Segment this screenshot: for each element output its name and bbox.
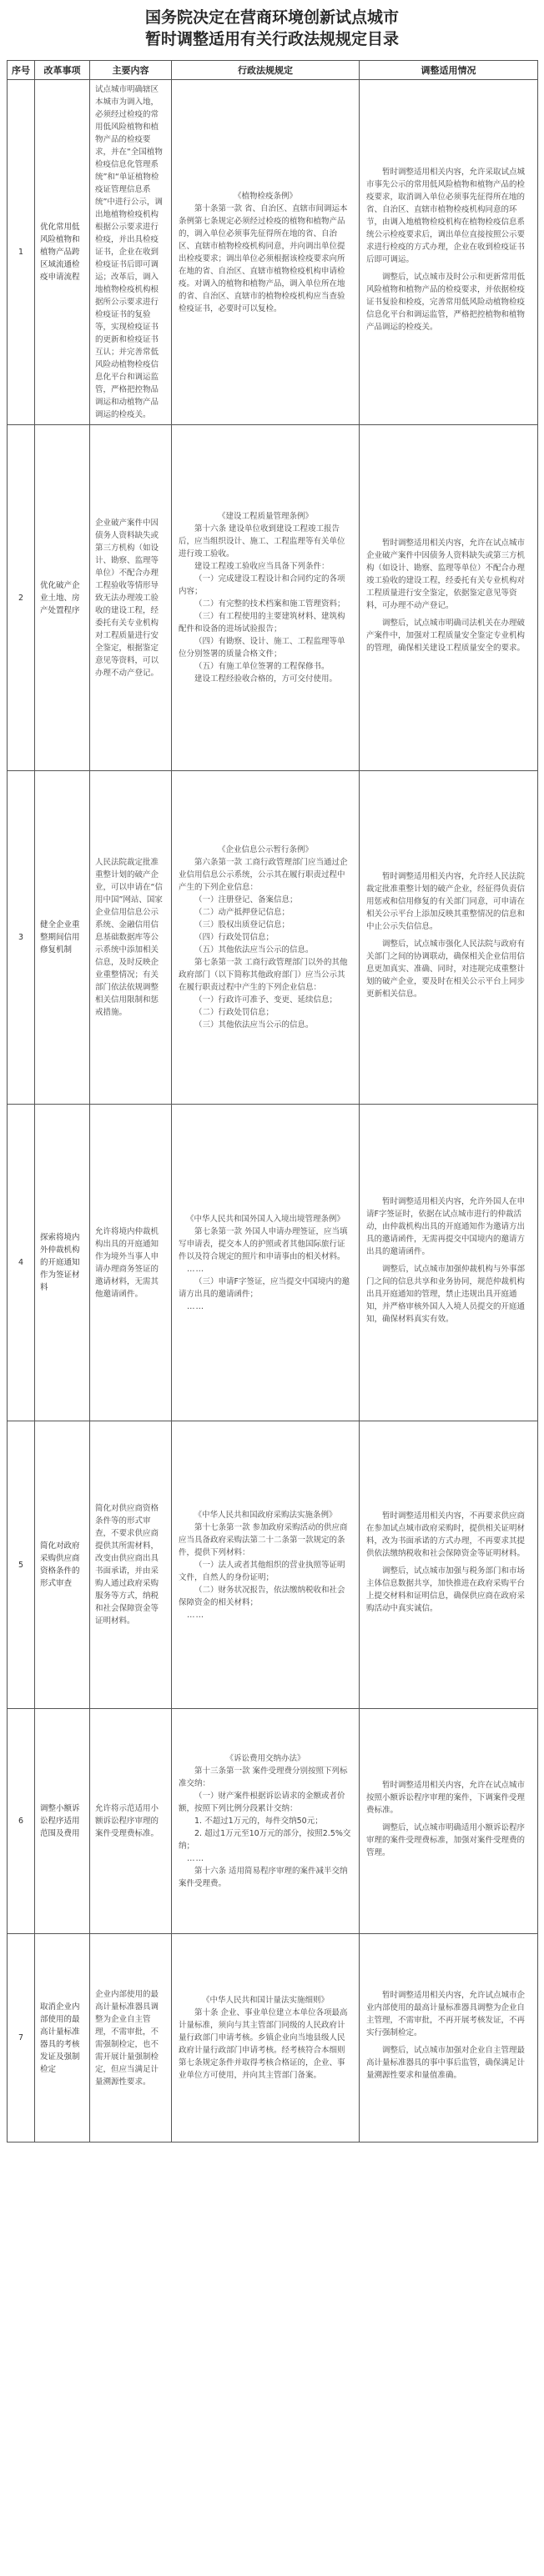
law-paragraph: 2. 超过1万元至10万元的部分，按照2.5%交纳；	[179, 1829, 351, 1851]
row-item: 优化破产企业土地、房产处置程序	[35, 425, 90, 771]
law-title: 《植物检疫条例》	[233, 191, 297, 201]
row-seq: 1	[8, 80, 35, 425]
table-row	[8, 1934, 538, 2142]
law-paragraph: （三）股权出质登记信息；	[194, 920, 290, 930]
row-content: 简化对供应商资格条件等的形式审查，不要求供应商提供其所需材料，改变由供应商出具书面承诺，并由采购人通过政府采购服务等方式，纳税和社会保障资金等证明材料。	[90, 1421, 172, 1709]
header-seq: 序号	[8, 61, 35, 80]
table-row	[8, 425, 538, 771]
law-paragraph: （一）法人或者其他组织的营业执照等证明文件，自然人的身份证明；	[179, 1560, 345, 1582]
table-header-row	[8, 61, 538, 80]
adjustment-paragraph: 暂时调整适用相关内容，允许在试点城市企业破产案件中因债务人资料缺失或第三方机构（如设计、勘察、监理等单位）不配合办理竣工验收的建设工程，经委托有关专业机构对工程质量进行安全鉴定，依据鉴定意见等资料，可办理不动产登记。	[366, 538, 526, 610]
row-seq: 7	[8, 1934, 35, 2142]
table-row	[8, 1421, 538, 1709]
page-title	[0, 0, 544, 53]
law-paragraph: 第十三条第一款 案件受理费分别按照下列标准交纳：	[179, 1767, 348, 1788]
law-paragraph: （三）有工程使用的主要建筑材料、建筑构配件和设备的进场试验报告；	[179, 612, 345, 634]
law-paragraph: （一）行政许可准予、变更、延续信息；	[194, 995, 338, 1005]
row-item: 调整小额诉讼程序适用范围及费用	[35, 1709, 90, 1934]
row-law	[172, 80, 360, 425]
row-seq: 6	[8, 1709, 35, 1934]
law-title: 《诉讼费用交纳办法》	[225, 1754, 305, 1763]
row-adjustment	[360, 1709, 538, 1934]
row-adjustment	[360, 1421, 538, 1709]
adjustment-paragraph: 暂时调整适用相关内容，允许采取试点城市事先公示的常用低风险植物和植物产品的检疫要求，取消调入单位必须事先征得所在地的省、自治区、直辖市植物检疫机构同意的环节，由调入地植物检疫机构在植物检疫信息系统公示检疫要求后，调出单位直接按照公示要求进行检疫的方式办理，企业在收到检疫证书后即可调运。	[366, 168, 526, 264]
law-paragraph: （二）动产抵押登记信息；	[194, 908, 290, 917]
row-content: 企业内部使用的最高计量标准器具调整为企业自主管理，不需审批，不需强制检定，也不需开展计量强制检定，但应当满足计量溯源性要求。	[90, 1934, 172, 2142]
law-title: 《建设工程质量管理条例》	[217, 512, 313, 521]
row-seq: 5	[8, 1421, 35, 1709]
adjustment-paragraph: 暂时调整适用相关内容，允许经人民法院裁定批准重整计划的破产企业，经征得负责信用惩戒和信用修复的有关部门同意，可申请在相关公示平台上添加反映其重整情况的信息和中止公示失信信息。	[366, 871, 526, 931]
row-item: 简化对政府采购供应商资格条件的形式审查	[35, 1421, 90, 1709]
adjustment-paragraph: 调整后，试点城市及时公示和更新常用低风险植物和植物产品的检疫要求，并依据检疫证书复验和检疫，完善常用低风险动植物检疫信息化平台和调运监管，严格把控植物和植物产品调运的检疫关。	[366, 273, 526, 332]
row-content: 允许将示范适用小额诉讼程序审理的案件受理费标准。	[90, 1709, 172, 1934]
law-paragraph: （一）注册登记、备案信息；	[194, 895, 298, 905]
table-row	[8, 1709, 538, 1934]
law-title: 《中华人民共和国计量法实施细则》	[201, 1996, 329, 2005]
law-paragraph: ……	[187, 1610, 204, 1620]
row-law	[172, 771, 360, 1105]
law-paragraph: （一）完成建设工程设计和合同约定的各项内容；	[179, 574, 345, 596]
law-paragraph: 第十六条 适用简易程序审理的案件减半交纳案件受理费。	[179, 1867, 348, 1888]
table-body	[8, 80, 538, 2142]
law-paragraph: （四）有勘察、设计、施工、工程监理等单位分别签署的质量合格文件；	[179, 637, 345, 659]
law-paragraph: （三）其他依法应当公示的信息。	[194, 1020, 314, 1030]
row-law	[172, 1709, 360, 1934]
adjustment-paragraph: 调整后，试点城市明确适用小额诉讼程序审理的案件受理费标准，加强对案件受理费的管理。	[366, 1822, 526, 1857]
law-paragraph: （五）其他依法应当公示的信息。	[194, 945, 314, 955]
title-line-1: 国务院决定在营商环境创新试点城市	[144, 8, 399, 27]
row-law	[172, 1934, 360, 2142]
law-paragraph: 第十六条 建设单位收到建设工程竣工报告后，应当组织设计、施工、工程监理等有关单位进行竣工验收。	[179, 524, 345, 559]
law-paragraph: 第十条第一款 省、自治区、直辖市间调运本条例第七条规定必须经过检疫的植物和植物产品的，调入单位必须事先征得所在地的省、自治区、直辖市植物检疫机构同意，并向调出单位提出检疫要求；调出单位必须根据该检疫要求向所在地的省、自治区、直辖市植物检疫机构申请检疫。对调入的植物和植物产品，调入单位所在地的省、自治区、直辖市的植物检疫机构应当查验检疫证书，必要时可以复检。	[179, 203, 348, 313]
title-line-2: 暂时调整适用有关行政法规规定目录	[144, 30, 399, 48]
row-content: 人民法院裁定批准重整计划的破产企业，可以申请在“信用中国”网站、国家企业信用信息公示系统、金融信用信息基础数据库等公示系统中添加相关信息，及时反映企业重整情况；有关部门依法依规调整相关信用限制和惩戒措施。	[90, 771, 172, 1105]
adjustment-paragraph: 暂时调整适用相关内容，允许在试点城市按照小额诉讼程序审理的案件，下调案件受理费标准。	[366, 1780, 526, 1815]
table-row	[8, 80, 538, 425]
law-title: 《中华人民共和国政府采购法实施条例》	[194, 1510, 337, 1520]
row-seq: 2	[8, 425, 35, 771]
header-law: 行政法规规定	[172, 61, 360, 80]
law-paragraph: 建设工程经验收合格的，方可交付使用。	[194, 674, 338, 684]
law-paragraph: 建设工程竣工验收应当具备下列条件：	[194, 562, 330, 571]
row-item: 探索将境内外仲裁机构的开庭通知作为签证材料	[35, 1105, 90, 1421]
law-paragraph: （二）财务状况报告，依法缴纳税收和社会保障资金的相关材料；	[179, 1585, 345, 1607]
row-item: 取消企业内部使用的最高计量标准器具的考核发证及强制检定	[35, 1934, 90, 2142]
row-seq: 3	[8, 771, 35, 1105]
row-content: 允许将境内仲裁机构出具的开庭通知作为境外当事人申请办理商务签证的邀请材料，无需其他邀请函件。	[90, 1105, 172, 1421]
law-paragraph: 第十七条第一款 参加政府采购活动的供应商应当具备政府采购法第二十二条第一款规定的条件，提供下列材料：	[179, 1522, 348, 1557]
law-paragraph: 第十条 企业、事业单位建立本单位各项最高计量标准，须向与其主管部门同级的人民政府计量行政部门申请考核。乡镇企业向当地县级人民政府计量行政部门申请考核。经考核符合本细则第七条规定条件并取得考核合格证的，企业、事业单位方可使用，并向其主管部门备案。	[179, 2008, 348, 2080]
law-paragraph: 第七条第一款 工商行政管理部门以外的其他政府部门（以下简称其他政府部门）应当公示其在履行职责过程中产生的下列企业信息：	[179, 958, 348, 992]
adjustment-paragraph: 调整后，试点城市明确司法机关在办理破产案件中，加强对工程质量安全鉴定专业机构的管理，确保相关建设工程质量安全的要求。	[366, 618, 526, 653]
law-paragraph: （一）财产案件根据诉讼请求的金额或者价额，按照下列比例分段累计交纳：	[179, 1792, 345, 1813]
regulation-table	[7, 60, 538, 2142]
law-paragraph: 第七条第一款 外国人申请办理签证，应当填写申请表，提交本人的护照或者其他国际旅行证件以及符合规定的照片和申请事由的相关材料。	[179, 1226, 348, 1261]
adjustment-paragraph: 调整后，试点城市加强对企业自主管理最高计量标准器具的事中事后监管，确保满足计量溯源性要求和量值准确。	[366, 2046, 526, 2080]
adjustment-paragraph: 调整后，试点城市强化人民法院与政府有关部门之间的协调联动，确保相关企业信用信息更加真实、准确、同时，对违规完成重整计划的破产企业，要及时在相关公示平台上同步更新相关信息。	[366, 939, 526, 999]
row-adjustment	[360, 80, 538, 425]
row-adjustment	[360, 425, 538, 771]
law-paragraph: （二）有完整的技术档案和施工管理资料；	[194, 599, 345, 609]
law-title: 《中华人民共和国外国人入境出境管理条例》	[185, 1214, 345, 1224]
adjustment-paragraph: 暂时调整适用相关内容，允许试点城市企业内部使用的最高计量标准器具调整为企业自主管理，不需审批，不再开展考核发证，不再实行强制检定。	[366, 1991, 526, 2037]
row-law	[172, 1421, 360, 1709]
law-paragraph: ……	[187, 1301, 204, 1311]
header-adjustment: 调整适用情况	[360, 61, 538, 80]
law-paragraph: （五）有施工单位签署的工程保修书。	[194, 662, 330, 671]
law-paragraph: ……	[187, 1854, 204, 1863]
header-item: 改革事项	[35, 61, 90, 80]
law-paragraph: （四）行政处罚信息；	[194, 933, 275, 942]
row-adjustment	[360, 1105, 538, 1421]
table-row	[8, 1105, 538, 1421]
header-content: 主要内容	[90, 61, 172, 80]
adjustment-paragraph: 暂时调整适用相关内容，允许外国人在申请F字签证时，依据在试点城市进行的仲裁活动，由仲裁机构出具的开庭通知作为邀请方出具的邀请函件，无需再提交中国境内的邀请方出具的邀请函件。	[366, 1196, 526, 1256]
row-law	[172, 425, 360, 771]
row-content: 试点城市明确辖区本城市为调入地，必须经过检疫的常用低风险植物和植物产品的检疫要求，并在“全国植物检疫信息化管理系统”和“单证植物检疫证管理信息系统”中进行公示，调出地植物检疫机构根据公示要求进行检疫，并出具检疫证书，企业在收到检疫证书后即可调运；改革后，调入地植物检疫机构根据所公示要求进行检疫证书的复验等，实现检疫证书的更新和检疫证书互认；并完善常低风险动植物检疫信息化平台和调运监管，严格把控物品调运和动植物产品调运的检疫关。	[90, 80, 172, 425]
row-adjustment	[360, 1934, 538, 2142]
row-adjustment	[360, 771, 538, 1105]
law-paragraph: ……	[187, 1264, 204, 1274]
row-seq: 4	[8, 1105, 35, 1421]
adjustment-paragraph: 暂时调整适用相关内容，不再要求供应商在参加试点城市政府采购时，提供相关证明材料，改为书面承诺的方式办理，不再要求其提供依法缴纳税收和社会保障资金等证明材料。	[366, 1511, 526, 1558]
row-item: 优化常用低风险植物和植物产品跨区域流通检疫申请流程	[35, 80, 90, 425]
adjustment-paragraph: 调整后，试点城市加强与税务部门和市场主体信息数据共享，加快推进在政府采购平台上提交材料和证明信息，确保供应商在政府采购活动中真实诚信。	[366, 1566, 526, 1613]
table-row	[8, 771, 538, 1105]
adjustment-paragraph: 调整后，试点城市加强仲裁机构与外事部门之间的信息共享和业务协同，规范仲裁机构出具开庭通知的管理，禁止违规出具开庭通知，并严格审核外国人入境人员提交的开庭通知，确保材料真实有效。	[366, 1264, 526, 1324]
law-paragraph: （三）申请F字签证，应当提交中国境内的邀请方出具的邀请函件；	[179, 1276, 350, 1299]
row-law	[172, 1105, 360, 1421]
law-paragraph: 1. 不超过1万元的，每件交纳50元；	[194, 1817, 323, 1826]
law-paragraph: 第六条第一款 工商行政管理部门应当通过企业信用信息公示系统，公示其在履行职责过程中产生的下列企业信息：	[179, 858, 348, 892]
law-title: 《企业信息公示暂行条例》	[217, 845, 313, 854]
row-content: 企业破产案件中因债务人资料缺失或第三方机构（如设计、勘察、监理等单位）不配合办理工程验收等情形导致无法办理竣工验收的建设工程，经委托有关专业机构对工程质量进行安全鉴定，根据鉴定意见等资料，可以办理不动产登记。	[90, 425, 172, 771]
law-paragraph: （二）行政处罚信息；	[194, 1008, 275, 1017]
row-item: 健全企业重整期间信用修复机制	[35, 771, 90, 1105]
